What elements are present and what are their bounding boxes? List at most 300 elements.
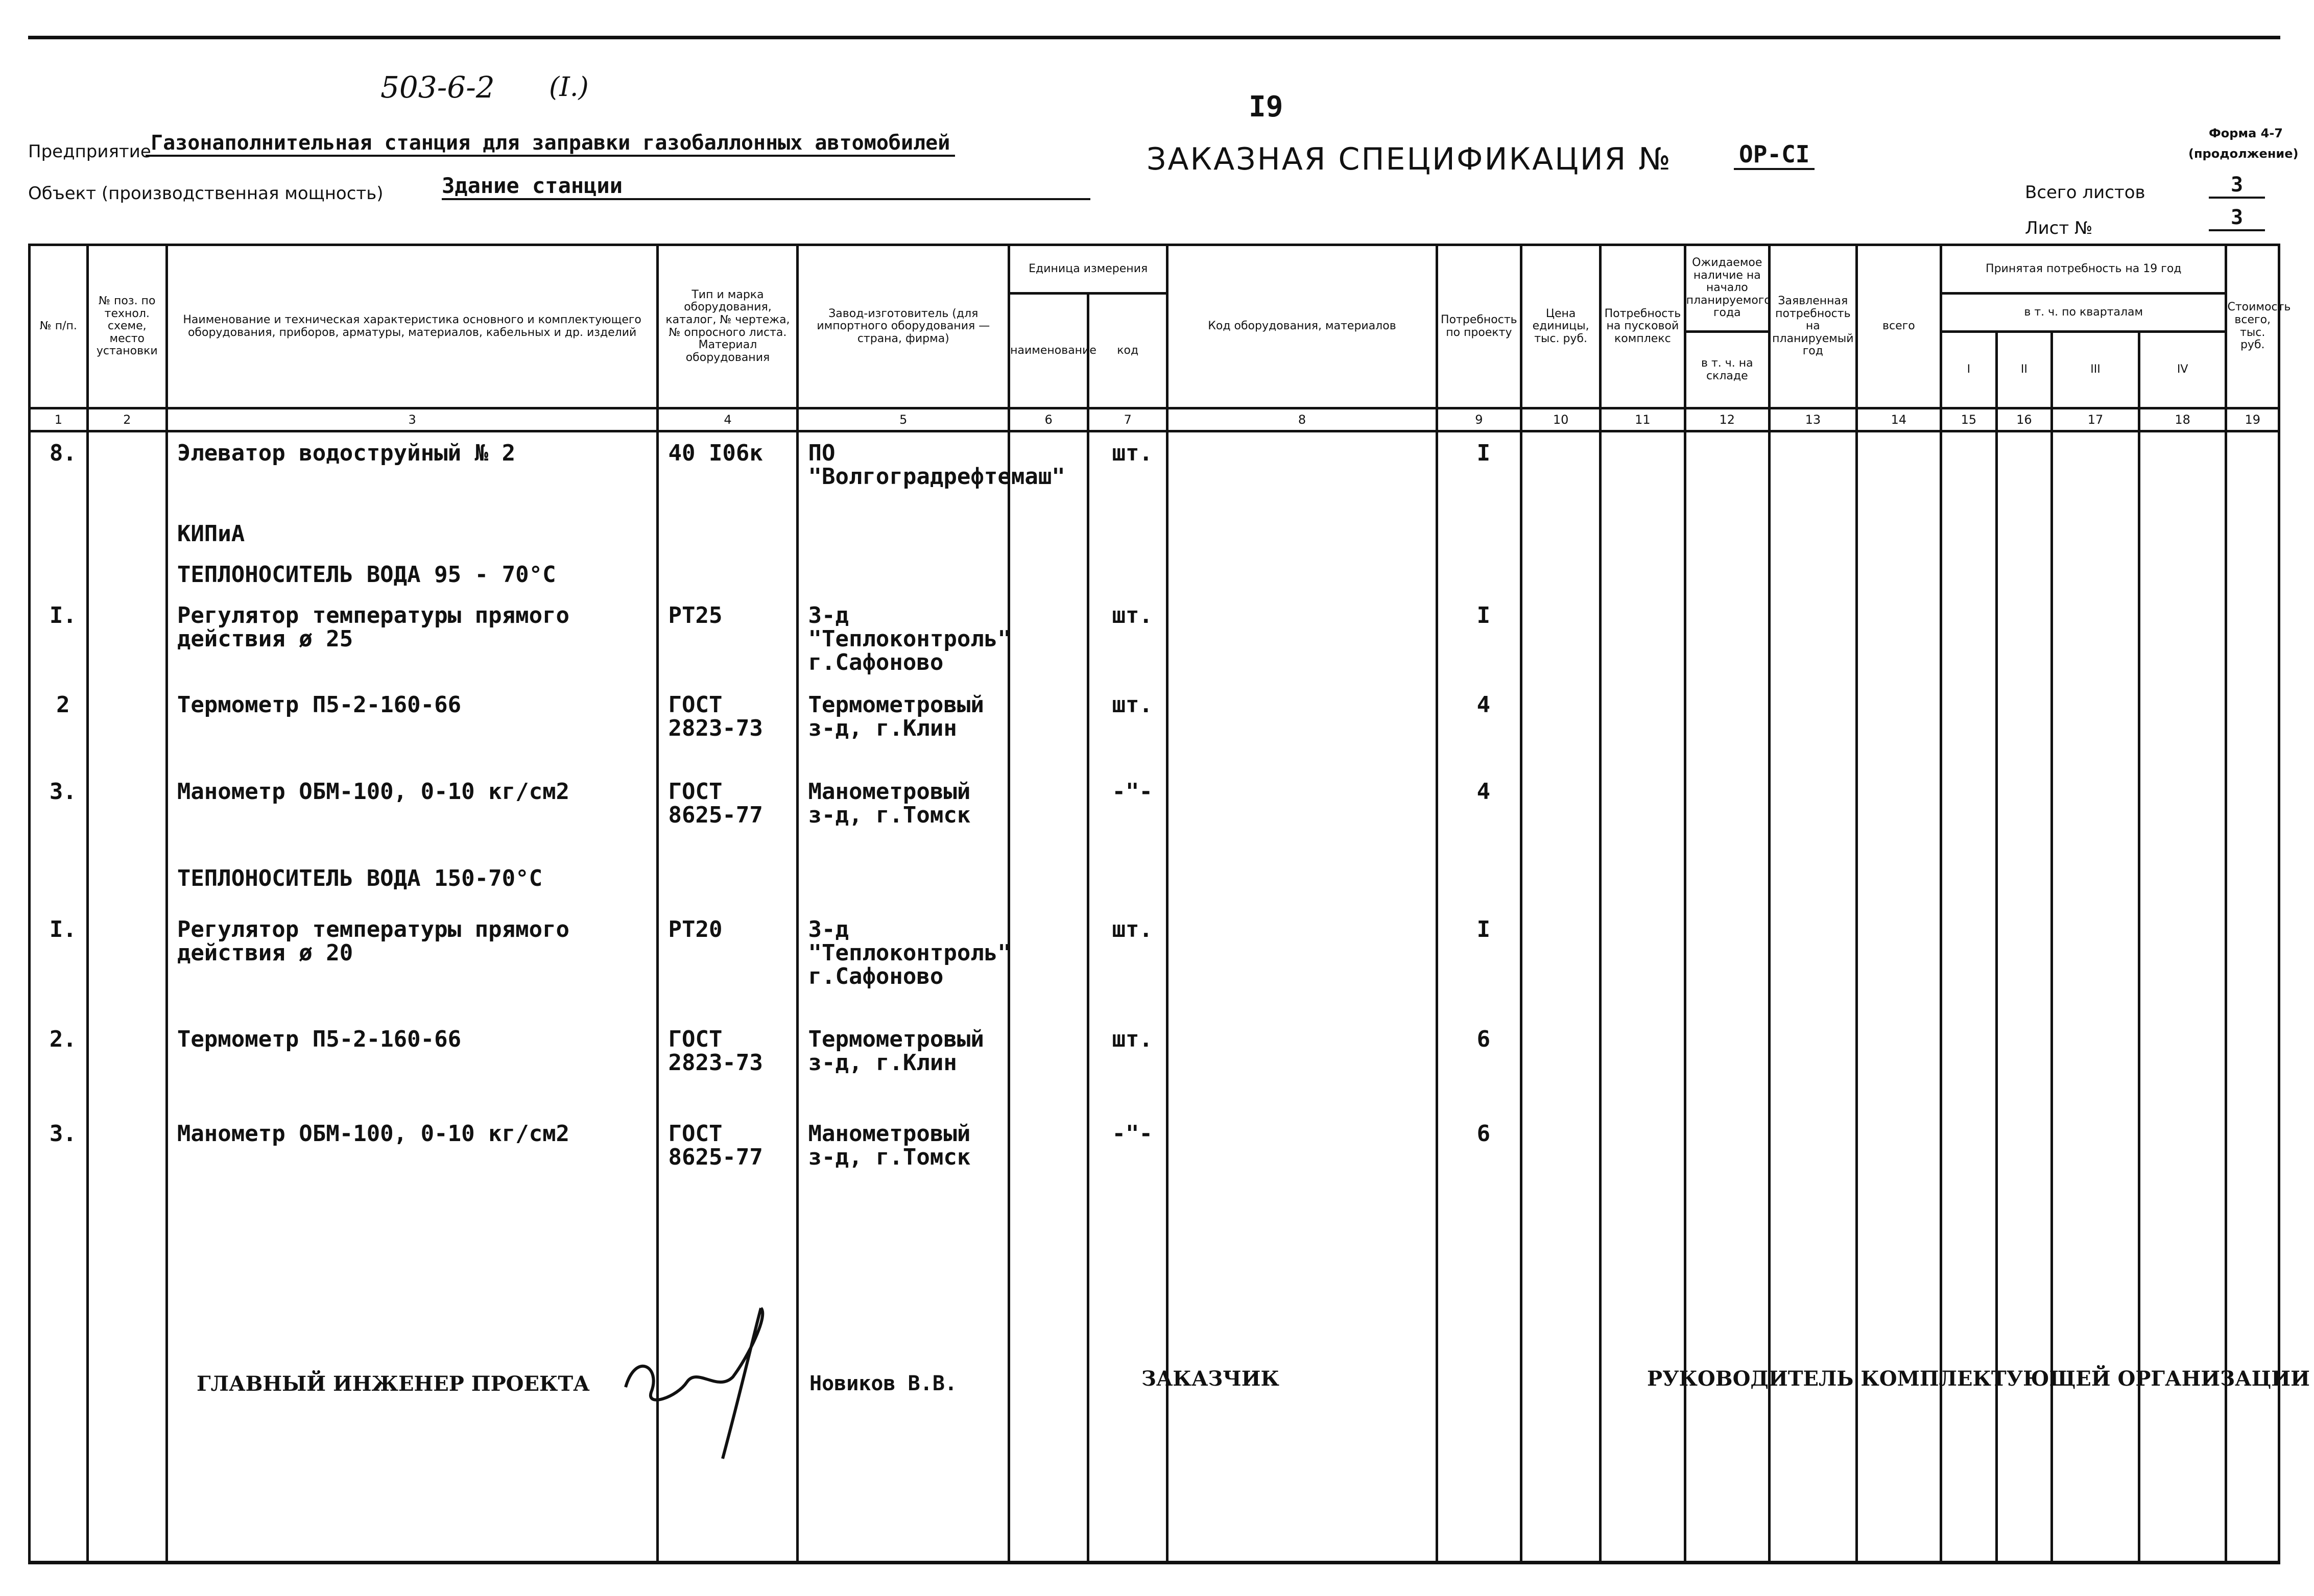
cell-empty [2226, 1236, 2279, 1561]
section-title-text: ТЕПЛОНОСИТЕЛЬ ВОДА 95 - 70°С [177, 561, 556, 588]
cell-empty [2139, 1019, 2226, 1113]
cell-empty [1941, 554, 1997, 595]
cell-empty [2139, 771, 2226, 858]
cell-num [30, 595, 88, 684]
col-header-4: Тип и марка оборудования, каталог, № чертежа, № опросного листа. Материал оборудования [658, 245, 798, 408]
cell-num [30, 513, 88, 554]
col-number: 18 [2139, 408, 2226, 431]
cell-unit-code-text: -"- [1112, 778, 1153, 805]
col-number: 11 [1601, 408, 1685, 431]
cell-empty [2052, 1236, 2139, 1561]
cell-maker-text: Термометровый з-д, г.Клин [808, 1026, 984, 1076]
cell-unit-code-text: шт. [1112, 691, 1153, 718]
cell-empty [1685, 858, 1769, 909]
cell-name [166, 595, 658, 684]
col-number: 8 [1167, 408, 1437, 431]
col-header-13: Заявленная потребность на планируемый год [1770, 245, 1857, 408]
specification-table [28, 244, 2291, 1561]
col-header-14: всего [1856, 245, 1941, 408]
cell-empty [2139, 595, 2226, 684]
cell-type-text: ГОСТ 8625-77 [668, 778, 763, 828]
cell-code [1167, 431, 1437, 513]
col-number: 12 [1685, 408, 1769, 431]
cell-empty [658, 554, 798, 595]
enterprise-field [146, 131, 1157, 157]
cell-type-text: РТ25 [668, 602, 723, 628]
cell-empty [1009, 1236, 1088, 1561]
cell-empty [798, 858, 1009, 909]
cell-empty [2139, 684, 2226, 771]
cell-type-text: ГОСТ 2823-73 [668, 1026, 763, 1076]
cell-empty [1996, 1113, 2052, 1236]
cell-pos [87, 513, 166, 554]
cell-empty [2139, 909, 2226, 1019]
cell-empty [798, 513, 1009, 554]
object-value: Здание станции [442, 173, 623, 198]
cell-code [1167, 1019, 1437, 1113]
cell-empty [1167, 554, 1437, 595]
cell-empty [1685, 1113, 1769, 1236]
cell-empty [1770, 1019, 1857, 1113]
cell-empty [1437, 858, 1521, 909]
cell-empty [2226, 1113, 2279, 1236]
cell-empty [2139, 431, 2226, 513]
cell-pos [87, 858, 166, 909]
cell-unit-name [1009, 1113, 1088, 1236]
cell-pos [87, 554, 166, 595]
cell-code [1167, 1113, 1437, 1236]
col-header-q3: III [2052, 332, 2139, 408]
cell-name [166, 1113, 658, 1236]
cell-qty-text: 4 [1476, 691, 1491, 718]
cell-empty [1088, 513, 1167, 554]
album-number: (I.) [549, 72, 589, 103]
spec-number-field [1734, 140, 1815, 170]
cell-empty [2052, 909, 2139, 1019]
cell-empty [1996, 1236, 2052, 1561]
cell-type-text: ГОСТ 8625-77 [668, 1120, 763, 1170]
cell-empty [1770, 858, 1857, 909]
cell-qty [1437, 684, 1521, 771]
cell-empty [1856, 684, 1941, 771]
cell-qty [1437, 771, 1521, 858]
cell-type-text: РТ20 [668, 916, 723, 942]
table-header [30, 245, 2291, 431]
cell-empty [1941, 684, 1997, 771]
cell-qty-text: I [1476, 440, 1491, 466]
cell-empty [1856, 1019, 1941, 1113]
cell-num-text: 8. [49, 440, 77, 466]
cell-name-text: Регулятор температуры прямого действия ø 20 [177, 916, 570, 966]
cell-pos [87, 684, 166, 771]
section-title-text: ТЕПЛОНОСИТЕЛЬ ВОДА 150-70°С [177, 865, 543, 891]
cell-num-text: 2. [49, 1026, 77, 1052]
cell-name [166, 1019, 658, 1113]
cell-qty-text: I [1476, 916, 1491, 942]
col-number: 6 [1009, 408, 1088, 431]
cell-empty [658, 513, 798, 554]
customer-label: ЗАКАЗЧИК [1141, 1367, 1279, 1391]
cell-unit-code [1088, 909, 1167, 1019]
cell-empty [1437, 554, 1521, 595]
object-field [442, 173, 1090, 200]
cell-empty [2052, 858, 2139, 909]
cell-empty [1167, 1236, 1437, 1561]
table-row [30, 1019, 2279, 1113]
cell-empty [1996, 554, 2052, 595]
cell-empty [30, 1236, 88, 1561]
col-number: 1 [30, 408, 88, 431]
cell-empty [1856, 1113, 1941, 1236]
cell-empty [1685, 595, 1769, 684]
cell-num [30, 858, 88, 909]
cell-pos [87, 771, 166, 858]
cell-empty [1770, 771, 1857, 858]
cell-maker [798, 909, 1009, 1019]
cell-empty [1856, 909, 1941, 1019]
cell-empty [1685, 1019, 1769, 1113]
section-row [30, 554, 2279, 595]
cell-code [1167, 909, 1437, 1019]
cell-qty [1437, 1019, 1521, 1113]
cell-empty [1770, 513, 1857, 554]
cell-unit-name [1009, 1019, 1088, 1113]
cell-pos [87, 595, 166, 684]
cell-name-text: Элеватор водоструйный № 2 [177, 440, 516, 466]
cell-empty [1941, 513, 1997, 554]
cell-empty [1521, 1236, 1601, 1561]
cell-empty [1770, 431, 1857, 513]
section-title [166, 513, 658, 554]
cell-empty [1941, 1019, 1997, 1113]
cell-unit-code-text: шт. [1112, 440, 1153, 466]
cell-empty [2226, 1019, 2279, 1113]
col-header-7: код [1088, 294, 1167, 408]
cell-num [30, 684, 88, 771]
column-number-row [30, 408, 2279, 431]
cell-unit-name [1009, 909, 1088, 1019]
cell-empty [1088, 1236, 1167, 1561]
cell-num [30, 431, 88, 513]
cell-unit-code [1088, 1113, 1167, 1236]
cell-empty [2052, 1113, 2139, 1236]
col-number: 7 [1088, 408, 1167, 431]
col-header-8: Код оборудования, материалов [1167, 245, 1437, 408]
cell-qty-text: 6 [1476, 1026, 1491, 1052]
cell-empty [2226, 595, 2279, 684]
cell-name-text: Термометр П5-2-160-66 [177, 691, 462, 718]
cell-empty [1685, 771, 1769, 858]
cell-num [30, 1019, 88, 1113]
cell-unit-code-text: -"- [1112, 1120, 1153, 1147]
cell-empty [2226, 554, 2279, 595]
cell-empty [1770, 595, 1857, 684]
cell-name-text: Регулятор температуры прямого действия ø 25 [177, 602, 570, 652]
cell-maker [798, 595, 1009, 684]
cell-empty [1770, 684, 1857, 771]
cell-maker-text: З-д "Теплоконтроль" г.Сафоново [808, 602, 1011, 675]
col-header-3: Наименование и техническая характеристика основного и комплектующего оборудования, приборов, арматуры, материалов, кабельных и др. изделий [166, 245, 658, 408]
cell-empty [1437, 513, 1521, 554]
cell-empty [1941, 858, 1997, 909]
cell-empty [1601, 684, 1685, 771]
col-number: 19 [2226, 408, 2279, 431]
cell-qty-text: 4 [1476, 778, 1491, 805]
cell-empty [1521, 1113, 1601, 1236]
cell-type-text: 40 I06к [668, 440, 763, 466]
col-header-q4: IV [2139, 332, 2226, 408]
table-row [30, 1113, 2279, 1236]
object-label: Объект (производственная мощность) [28, 183, 384, 204]
cell-empty [1996, 431, 2052, 513]
supplier-head-label: РУКОВОДИТЕЛЬ КОМПЛЕКТУЮЩЕЙ ОРГАНИЗАЦИИ [1647, 1367, 2310, 1391]
cell-empty [1088, 858, 1167, 909]
cell-name [166, 684, 658, 771]
cell-empty [1601, 1236, 1685, 1561]
enterprise-value: Газонаполнительная станция для заправки газобаллонных автомобилей [146, 131, 955, 157]
sheet-label: Лист № [2025, 218, 2093, 238]
cell-empty [1996, 595, 2052, 684]
col-number: 16 [1996, 408, 2052, 431]
cell-empty [1601, 431, 1685, 513]
sheets-total-label: Всего листов [2025, 182, 2145, 203]
chief-engineer-label: ГЛАВНЫЙ ИНЖЕНЕР ПРОЕКТА [197, 1372, 590, 1396]
cell-num [30, 909, 88, 1019]
cell-empty [1009, 554, 1088, 595]
col-header-11: Потребность на пусковой комплекс [1601, 245, 1685, 408]
cell-name-text: Манометр ОБМ-100, 0-10 кг/см2 [177, 778, 570, 805]
cell-unit-code [1088, 1019, 1167, 1113]
col-header-unit: Единица измерения [1009, 245, 1167, 294]
cell-empty [1770, 554, 1857, 595]
cell-type-text: ГОСТ 2823-73 [668, 691, 763, 741]
cell-unit-name [1009, 684, 1088, 771]
cell-maker [798, 431, 1065, 513]
cell-unit-code-text: шт. [1112, 916, 1153, 942]
sheet-value: 3 [2209, 206, 2265, 231]
cell-qty [1437, 1113, 1521, 1236]
table-row [30, 771, 2279, 858]
col-header-10: Цена единицы, тыс. руб. [1521, 245, 1601, 408]
cell-type [658, 431, 798, 513]
chief-engineer-name: Новиков В.В. [809, 1372, 957, 1395]
cell-empty [1601, 858, 1685, 909]
cell-empty [1601, 909, 1685, 1019]
doc-code: 503-6-2 [380, 70, 495, 105]
cell-unit-code [1088, 595, 1167, 684]
cell-empty [2226, 684, 2279, 771]
page-number: I9 [1249, 90, 1283, 124]
cell-empty [2226, 513, 2279, 554]
cell-maker [798, 1019, 1009, 1113]
cell-empty [1601, 1019, 1685, 1113]
cell-empty [798, 554, 1009, 595]
cell-empty [1770, 909, 1857, 1019]
col-number: 15 [1941, 408, 1997, 431]
cell-unit-code-text: шт. [1112, 1026, 1153, 1052]
col-header-9: Потребность по проекту [1437, 245, 1521, 408]
col-header-q2: II [1996, 332, 2052, 408]
document-title: ЗАКАЗНАЯ СПЕЦИФИКАЦИЯ № [1147, 141, 1672, 177]
cell-empty [1856, 1236, 1941, 1561]
section-row [30, 513, 2279, 554]
cell-empty [1685, 431, 1769, 513]
col-header-12: Ожидаемое наличие на начало планируемого года [1685, 245, 1769, 332]
col-header-5: Завод-изготовитель (для импортного оборудования — страна, фирма) [798, 245, 1009, 408]
cell-maker [798, 684, 1009, 771]
cell-name [166, 771, 658, 858]
cell-empty [1996, 909, 2052, 1019]
cell-code [1167, 771, 1437, 858]
cell-empty [1521, 684, 1601, 771]
cell-type [658, 595, 798, 684]
cell-maker-text: З-д "Теплоконтроль" г.Сафоново [808, 916, 1011, 989]
cell-empty [2052, 684, 2139, 771]
col-number: 10 [1521, 408, 1601, 431]
cell-type [658, 909, 798, 1019]
cell-empty [1685, 684, 1769, 771]
cell-empty [1521, 1019, 1601, 1113]
cell-type [658, 1019, 798, 1113]
cell-code [1167, 595, 1437, 684]
cell-empty [1521, 771, 1601, 858]
col-number: 9 [1437, 408, 1521, 431]
cell-num [30, 771, 88, 858]
cell-num-text: 3. [49, 778, 77, 805]
cell-pos [87, 909, 166, 1019]
cell-empty [1601, 771, 1685, 858]
cell-unit-name [1009, 595, 1088, 684]
col-header-q1: I [1941, 332, 1997, 408]
cell-maker-text: Манометровый з-д, г.Томск [808, 778, 971, 828]
cell-empty [1521, 431, 1601, 513]
col-header-2: № поз. по технол. схеме, место установки [87, 245, 166, 408]
col-number: 17 [2052, 408, 2139, 431]
cell-empty [1685, 513, 1769, 554]
cell-empty [2052, 1019, 2139, 1113]
cell-empty [166, 1236, 658, 1561]
cell-empty [2052, 595, 2139, 684]
cell-pos [87, 1019, 166, 1113]
cell-empty [1770, 1113, 1857, 1236]
cell-empty [1856, 431, 1941, 513]
signature-mark [615, 1305, 779, 1474]
cell-empty [1685, 909, 1769, 1019]
cell-unit-code-text: шт. [1112, 602, 1153, 628]
cell-maker [798, 771, 1009, 858]
cell-unit-code [1088, 431, 1167, 513]
cell-empty [2226, 909, 2279, 1019]
cell-empty [1601, 595, 1685, 684]
cell-type [658, 771, 798, 858]
cell-empty [1521, 595, 1601, 684]
cell-name-text: Манометр ОБМ-100, 0-10 кг/см2 [177, 1120, 570, 1147]
cell-empty [2139, 1113, 2226, 1236]
cell-empty [2139, 858, 2226, 909]
cell-empty [2139, 513, 2226, 554]
cell-empty [1601, 1113, 1685, 1236]
cell-empty [1856, 771, 1941, 858]
cell-empty [2052, 431, 2139, 513]
cell-num [30, 1113, 88, 1236]
cell-qty-text: 6 [1476, 1120, 1491, 1147]
cell-empty [1996, 858, 2052, 909]
cell-maker-text: ПО "Волгоградрефтемаш" [808, 440, 1065, 490]
cell-empty [1601, 554, 1685, 595]
cell-empty [87, 1236, 166, 1561]
cell-empty [1941, 909, 1997, 1019]
cell-empty [1996, 771, 2052, 858]
cell-name [166, 431, 658, 513]
cell-maker-text: Манометровый з-д, г.Томск [808, 1120, 971, 1170]
cell-unit-name [1009, 771, 1088, 858]
cell-num-text: 2 [56, 691, 70, 718]
col-number: 3 [166, 408, 658, 431]
cell-qty [1437, 909, 1521, 1019]
cell-empty [1996, 684, 2052, 771]
col-number: 13 [1770, 408, 1857, 431]
cell-name [166, 909, 658, 1019]
cell-pos [87, 1113, 166, 1236]
cell-empty [1856, 858, 1941, 909]
cell-empty [2139, 554, 2226, 595]
spec-number: ОР-СI [1734, 140, 1815, 170]
cell-empty [1521, 909, 1601, 1019]
cell-empty [1009, 513, 1088, 554]
table-row [30, 909, 2279, 1019]
section-row [30, 858, 2279, 909]
cell-maker-text: Термометровый з-д, г.Клин [808, 691, 984, 741]
sheets-total-value: 3 [2209, 173, 2265, 199]
cell-num-text: I. [49, 916, 77, 942]
cell-unit-code [1088, 771, 1167, 858]
col-number: 2 [87, 408, 166, 431]
form-continuation: (продолжение) [2188, 147, 2299, 161]
cell-empty [1770, 1236, 1857, 1561]
cell-maker [798, 1113, 1009, 1236]
section-title [166, 554, 658, 595]
cell-empty [1941, 771, 1997, 858]
col-header-quarters: в т. ч. по кварталам [1941, 294, 2226, 332]
cell-pos [87, 431, 166, 513]
cell-empty [2052, 771, 2139, 858]
cell-unit-code [1088, 684, 1167, 771]
col-number: 14 [1856, 408, 1941, 431]
section-title [166, 858, 658, 909]
cell-empty [2052, 554, 2139, 595]
enterprise-label: Предприятие [28, 141, 151, 162]
col-header-12b: в т. ч. на складе [1685, 332, 1769, 408]
cell-empty [1856, 595, 1941, 684]
col-header-accepted: Принятая потребность на 19 год [1941, 245, 2226, 294]
cell-empty [1856, 554, 1941, 595]
cell-empty [1167, 513, 1437, 554]
cell-empty [2226, 431, 2279, 513]
col-number: 4 [658, 408, 798, 431]
cell-empty [798, 1236, 1009, 1561]
cell-empty [1941, 431, 1997, 513]
cell-num-text: 3. [49, 1120, 77, 1147]
cell-empty [1088, 554, 1167, 595]
cell-empty [1856, 513, 1941, 554]
cell-empty [1521, 513, 1601, 554]
cell-name-text: Термометр П5-2-160-66 [177, 1026, 462, 1052]
col-number: 5 [798, 408, 1009, 431]
cell-empty [2226, 858, 2279, 909]
cell-empty [1601, 513, 1685, 554]
cell-num-text: I. [49, 602, 77, 628]
cell-empty [658, 858, 798, 909]
